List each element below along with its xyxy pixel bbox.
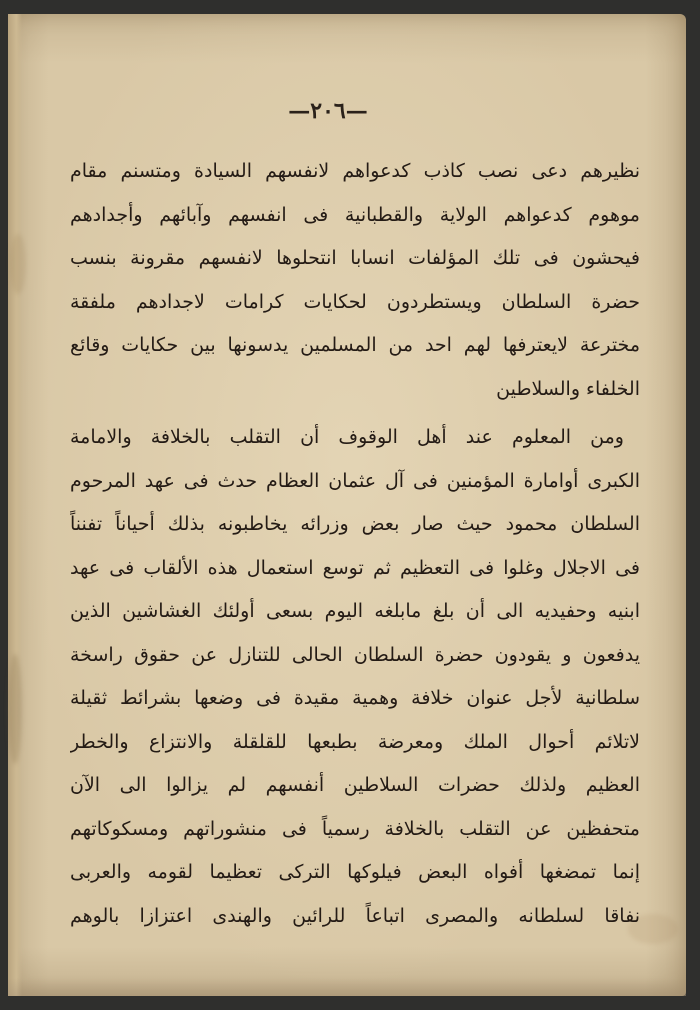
page-bottom-edge [8,978,686,996]
text-line: نفاقا لسلطانه والمصرى اتباعاً للرائين والهندى اعتزازا بالوهم [70,904,640,927]
text-line: متحفظين عن التقلب بالخلافة رسمياً فى منشوراتهم ومسكوكاتهم [70,817,640,840]
text-line: العظيم ولذلك حضرات السلاطين أنفسهم لم يزالوا الى الآن [70,774,640,796]
page-binding-edge [8,14,22,996]
text-line: إنما تمضغها أفواه البعض فيلوكها التركى تعظيما لقومه والعربى [70,861,640,883]
book-page [8,14,686,996]
page-number: —٢٠٦— [288,98,368,124]
text-line: السلطان محمود حيث صار بعض وزرائه يخاطبونه بذلك أحياناً تفنناً [70,513,640,535]
text-line: موهوم كدعواهم الولاية والقطبانية فى انفسهم وآبائهم وأجدادهم [70,203,640,226]
text-line: ابنيه وحفيديه الى أن بلغ مابلغه اليوم بسعى أولئك الغشاشين الذين [70,600,640,622]
text-line: فيحشون فى تلك المؤلفات انسابا انتحلوها لانفسهم مقرونة بنسب [70,247,640,269]
paper-stain [10,234,26,294]
text-line: نظيرهم دعى نصب كاذب كدعواهم لانفسهم السيادة ومتسنم مقام [70,160,640,182]
text-line: لاتلائم أحوال الملك ومعرضة بطبعها للقلقلة والانتزاع والخطر [70,730,640,753]
paragraph [70,416,640,938]
text-line: فى الاجلال وغلوا فى التعظيم ثم توسع استعمال هذه الألقاب فى عهد [70,556,640,579]
body-text [70,150,640,938]
text-line: الكبرى أوامارة المؤمنين فى آل عثمان العظام حدث فى عهد المرحوم [70,469,640,492]
text-line: مخترعة لايعترفها لهم احد من المسلمين يدسونها بين حكايات وقائع [70,334,640,356]
text-line: ومن المعلوم عند أهل الوقوف أن التقلب بالخلافة والامامة [70,426,624,448]
text-line: يدفعون و يقودون حضرة السلطان الحالى للتنازل عن حقوق راسخة [70,643,640,666]
paragraph [70,150,640,411]
text-line: الخلفاء والسلاطين [496,377,640,400]
text-line: حضرة السلطان ويستطردون لحكايات كرامات لاجدادهم ملفقة [70,290,640,313]
text-line: سلطانية لأجل عنوان خلافة وهمية مقيدة فى وضعها بشرائط ثقيلة [70,687,640,709]
paper-stain [8,654,22,764]
